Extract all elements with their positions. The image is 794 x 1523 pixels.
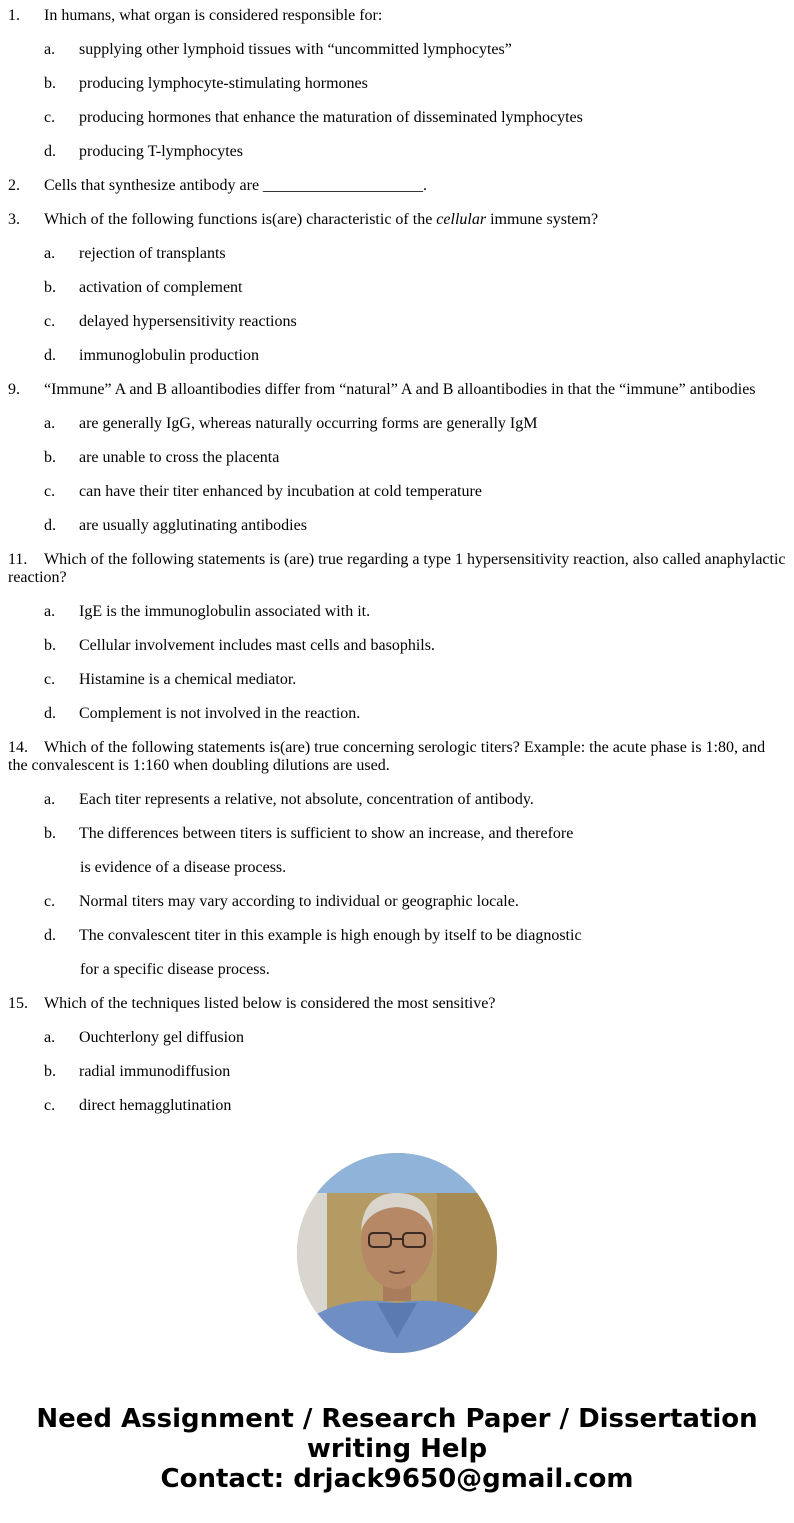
question-number: 1. (8, 7, 20, 24)
option-text: Histamine is a chemical mediator. (79, 671, 297, 688)
option-3a (44, 245, 788, 263)
option-letter: a. (44, 41, 56, 58)
question-15 (8, 995, 788, 1013)
question-text-italic: cellular (436, 211, 487, 228)
option-letter: a. (44, 791, 56, 808)
question-2 (8, 177, 788, 195)
question-11 (8, 551, 788, 587)
option-letter: a. (44, 1029, 56, 1046)
option-letter: b. (44, 449, 56, 466)
option-9c (44, 483, 788, 501)
avatar (297, 1153, 497, 1353)
option-letter: b. (44, 825, 56, 842)
option-text: are usually agglutinating antibodies (79, 517, 307, 534)
option-letter: c. (44, 893, 56, 910)
question-3 (8, 211, 788, 229)
option-letter: d. (44, 143, 56, 160)
question-document (8, 7, 788, 1131)
option-text: producing lymphocyte-stimulating hormones (79, 75, 368, 92)
option-text: supplying other lymphoid tissues with “uncommitted lymphocytes” (79, 41, 512, 58)
question-number: 2. (8, 177, 20, 194)
option-text: are generally IgG, whereas naturally occurring forms are generally IgM (79, 415, 538, 432)
option-11b (44, 637, 788, 655)
question-text: Which of the techniques listed below is considered the most sensitive? (44, 995, 496, 1012)
option-letter: d. (44, 347, 56, 364)
option-letter: c. (44, 313, 56, 330)
option-3d (44, 347, 788, 365)
option-text: Ouchterlony gel diffusion (79, 1029, 245, 1046)
option-text: are unable to cross the placenta (79, 449, 280, 466)
background-sky (297, 1153, 497, 1193)
option-letter: d. (44, 927, 56, 944)
option-14c (44, 893, 788, 911)
portrait-photo (297, 1153, 497, 1353)
option-9a (44, 415, 788, 433)
option-3b (44, 279, 788, 297)
option-1c (44, 109, 788, 127)
option-text: IgE is the immunoglobulin associated with it. (79, 603, 371, 620)
footer-contact: Contact: drjack9650@gmail.com (160, 1464, 634, 1494)
option-15a (44, 1029, 788, 1047)
option-letter: b. (44, 1063, 56, 1080)
option-11c (44, 671, 788, 689)
question-number: 11. (8, 551, 28, 568)
question-9 (8, 381, 788, 399)
option-14b-continuation: is evidence of a disease process. (80, 859, 287, 876)
question-text-before: Which of the following functions is(are) characteristic of the (44, 211, 437, 228)
option-14b (44, 825, 788, 843)
option-letter: b. (44, 279, 56, 296)
option-text: Complement is not involved in the reaction. (79, 705, 361, 722)
option-14d-continuation: for a specific disease process. (80, 961, 270, 978)
option-letter: c. (44, 109, 56, 126)
question-text: Which of the following statements is(are) true concerning serologic titers? Example: the acute phase is 1:80, and the convalescent is 1:160 when doubling dilutions are used. (8, 739, 766, 774)
option-text: Each titer represents a relative, not absolute, concentration of antibody. (79, 791, 534, 808)
question-text: “Immune” A and B alloantibodies differ from “natural” A and B alloantibodies in that the “immune” antibodies (44, 381, 756, 398)
option-text: The differences between titers is sufficient to show an increase, and therefore (79, 825, 574, 842)
option-letter: c. (44, 1097, 56, 1114)
option-1b (44, 75, 788, 93)
option-text: rejection of transplants (79, 245, 226, 262)
option-text: can have their titer enhanced by incubation at cold temperature (79, 483, 482, 500)
option-text: producing hormones that enhance the maturation of disseminated lymphocytes (79, 109, 583, 126)
option-text: activation of complement (79, 279, 243, 296)
option-text: radial immunodiffusion (79, 1063, 231, 1080)
option-text: direct hemagglutination (79, 1097, 232, 1114)
option-letter: d. (44, 705, 56, 722)
question-text: Cells that synthesize antibody are ____________________. (44, 177, 428, 194)
question-1 (8, 7, 788, 25)
option-14d (44, 927, 788, 945)
option-letter: c. (44, 483, 56, 500)
option-letter: a. (44, 415, 56, 432)
question-14 (8, 739, 788, 775)
option-text: The convalescent titer in this example is high enough by itself to be diagnostic (79, 927, 582, 944)
option-letter: a. (44, 603, 56, 620)
option-15b (44, 1063, 788, 1081)
option-3c (44, 313, 788, 331)
question-text: Which of the following statements is (are) true regarding a type 1 hypersensitivity reaction, also called anaphylactic reaction? (8, 551, 786, 586)
footer-line-2: writing Help (306, 1434, 488, 1464)
option-11d (44, 705, 788, 723)
question-number: 14. (8, 739, 28, 756)
option-letter: a. (44, 245, 56, 262)
option-11a (44, 603, 788, 621)
option-letter: d. (44, 517, 56, 534)
question-number: 9. (8, 381, 20, 398)
option-letter: b. (44, 75, 56, 92)
option-15c (44, 1097, 788, 1115)
question-text: In humans, what organ is considered responsible for: (44, 7, 383, 24)
question-number: 15. (8, 995, 28, 1012)
option-text: delayed hypersensitivity reactions (79, 313, 297, 330)
question-number: 3. (8, 211, 20, 228)
option-1a (44, 41, 788, 59)
option-text: Normal titers may vary according to individual or geographic locale. (79, 893, 519, 910)
option-text: producing T-lymphocytes (79, 143, 243, 160)
option-text: Cellular involvement includes mast cells and basophils. (79, 637, 435, 654)
footer-line-1: Need Assignment / Research Paper / Dissertation (36, 1404, 758, 1434)
option-9d (44, 517, 788, 535)
footer-banner (0, 1404, 794, 1494)
option-text: immunoglobulin production (79, 347, 259, 364)
question-text-after: immune system? (486, 211, 599, 228)
option-1d (44, 143, 788, 161)
option-9b (44, 449, 788, 467)
option-14a (44, 791, 788, 809)
option-letter: c. (44, 671, 56, 688)
option-letter: b. (44, 637, 56, 654)
background-door (297, 1193, 327, 1353)
